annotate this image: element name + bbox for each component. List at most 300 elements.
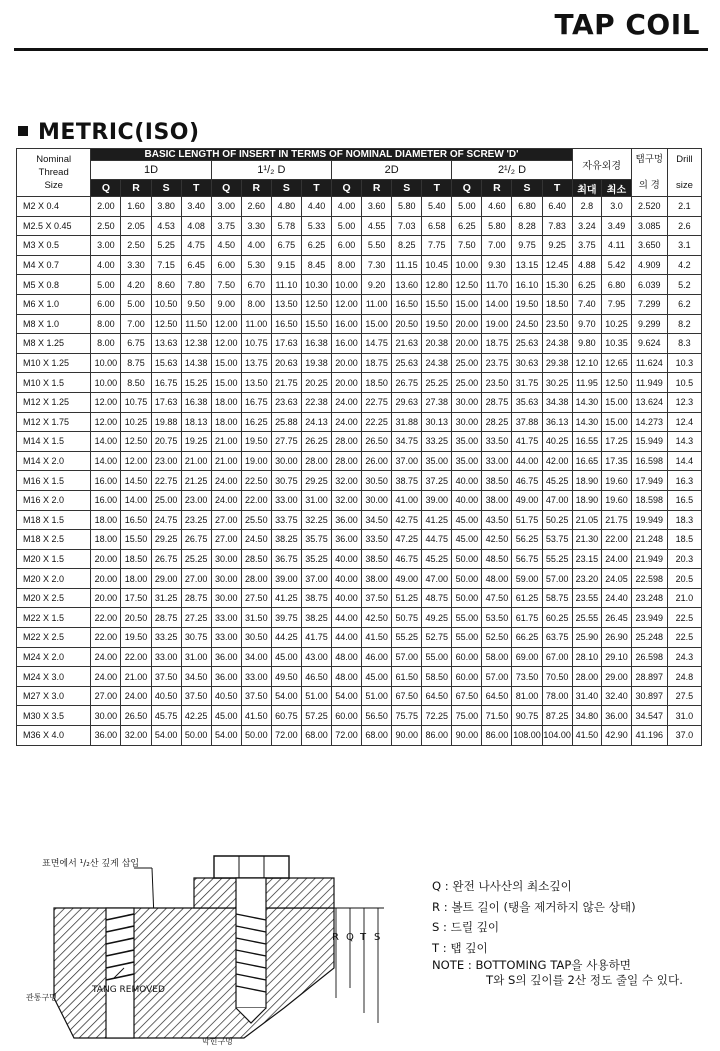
value-cell: 38.00 <box>482 490 512 510</box>
value-cell: 30.00 <box>362 490 392 510</box>
value-cell: 3.24 <box>572 216 602 236</box>
value-cell: 61.75 <box>512 608 542 628</box>
value-cell: 36.00 <box>332 510 362 530</box>
value-cell: 3.650 <box>631 236 667 256</box>
value-cell: 13.50 <box>241 373 271 393</box>
value-cell: 42.90 <box>602 726 632 746</box>
value-cell: 6.80 <box>512 197 542 217</box>
value-cell: 52.75 <box>422 628 452 648</box>
value-cell: 26.50 <box>121 706 151 726</box>
value-cell: 41.75 <box>512 432 542 452</box>
value-cell: 56.25 <box>512 530 542 550</box>
value-cell: 25.25 <box>422 373 452 393</box>
value-cell: 14.30 <box>572 392 602 412</box>
value-cell: 25.248 <box>631 628 667 648</box>
value-cell: 23.00 <box>151 451 181 471</box>
free-diameter-header: 자유외경 <box>572 149 631 180</box>
bolt-head <box>214 856 289 878</box>
value-cell: 30.897 <box>631 686 667 706</box>
value-cell: 38.75 <box>301 588 331 608</box>
value-cell: 30.75 <box>181 628 211 648</box>
value-cell: 41.75 <box>301 628 331 648</box>
drill-size-header: Drill size <box>667 149 701 197</box>
value-cell: 20.00 <box>91 588 121 608</box>
value-cell: 20.75 <box>151 432 181 452</box>
value-cell: 6.25 <box>572 275 602 295</box>
value-cell: 34.75 <box>392 432 422 452</box>
value-cell: 51.75 <box>512 510 542 530</box>
value-cell: 15.00 <box>602 392 632 412</box>
value-cell: 16.5 <box>667 490 701 510</box>
value-cell: 29.63 <box>392 392 422 412</box>
thread-size-cell: M27 X 3.0 <box>17 686 91 706</box>
value-cell: 54.00 <box>211 726 241 746</box>
value-cell: 3.40 <box>181 197 211 217</box>
value-cell: 28.897 <box>631 667 667 687</box>
value-cell: 6.45 <box>181 255 211 275</box>
value-cell: 23.248 <box>631 588 667 608</box>
dim-label-q: Q <box>346 932 354 943</box>
value-cell: 41.196 <box>631 726 667 746</box>
value-cell: 8.60 <box>151 275 181 295</box>
value-cell: 9.50 <box>181 294 211 314</box>
value-cell: 33.25 <box>422 432 452 452</box>
value-cell: 58.75 <box>542 588 572 608</box>
value-cell: 22.5 <box>667 628 701 648</box>
value-cell: 57.00 <box>392 647 422 667</box>
value-cell: 12.00 <box>91 392 121 412</box>
value-cell: 14.00 <box>91 451 121 471</box>
value-cell: 33.00 <box>151 647 181 667</box>
value-cell: 31.75 <box>512 373 542 393</box>
value-cell: 26.50 <box>362 432 392 452</box>
value-cell: 9.00 <box>211 294 241 314</box>
value-cell: 1.60 <box>121 197 151 217</box>
value-cell: 20.00 <box>332 373 362 393</box>
value-cell: 67.50 <box>452 686 482 706</box>
value-cell: 17.35 <box>602 451 632 471</box>
value-cell: 4.2 <box>667 255 701 275</box>
table-row <box>17 236 702 256</box>
value-cell: 28.00 <box>241 569 271 589</box>
table-row <box>17 569 702 589</box>
value-cell: 5.00 <box>121 294 151 314</box>
value-cell: 21.00 <box>211 451 241 471</box>
value-cell: 9.30 <box>482 255 512 275</box>
value-cell: 24.38 <box>542 334 572 354</box>
value-cell: 38.75 <box>392 471 422 491</box>
value-cell: 31.25 <box>151 588 181 608</box>
value-cell: 21.63 <box>392 334 422 354</box>
value-cell: 10.00 <box>91 373 121 393</box>
value-cell: 19.50 <box>121 628 151 648</box>
thread-size-cell: M22 X 2.5 <box>17 628 91 648</box>
value-cell: 5.00 <box>91 275 121 295</box>
value-cell: 5.30 <box>241 255 271 275</box>
value-cell: 20.00 <box>452 334 482 354</box>
thread-size-cell: M22 X 1.5 <box>17 608 91 628</box>
value-cell: 7.00 <box>482 236 512 256</box>
value-cell: 15.00 <box>211 373 241 393</box>
value-cell: 14.38 <box>181 353 211 373</box>
value-cell: 4.50 <box>211 236 241 256</box>
value-cell: 8.00 <box>91 314 121 334</box>
value-cell: 27.75 <box>271 432 301 452</box>
value-cell: 6.75 <box>271 236 301 256</box>
value-cell: 15.00 <box>211 353 241 373</box>
value-cell: 23.25 <box>181 510 211 530</box>
value-cell: 8.28 <box>512 216 542 236</box>
value-cell: 60.00 <box>452 667 482 687</box>
value-cell: 6.2 <box>667 294 701 314</box>
value-cell: 7.95 <box>602 294 632 314</box>
value-cell: 30.50 <box>362 471 392 491</box>
dim-label-r: R <box>332 932 339 943</box>
value-cell: 8.50 <box>121 373 151 393</box>
thread-size-cell: M24 X 2.0 <box>17 647 91 667</box>
thread-size-cell: M5 X 0.8 <box>17 275 91 295</box>
value-cell: 14.30 <box>572 412 602 432</box>
value-cell: 64.50 <box>422 686 452 706</box>
thread-size-cell: M18 X 1.5 <box>17 510 91 530</box>
value-cell: 12.10 <box>572 353 602 373</box>
value-cell: 37.88 <box>512 412 542 432</box>
value-cell: 20.00 <box>91 569 121 589</box>
value-cell: 67.50 <box>392 686 422 706</box>
value-cell: 34.50 <box>362 510 392 530</box>
value-cell: 40.00 <box>332 588 362 608</box>
value-cell: 14.4 <box>667 451 701 471</box>
value-cell: 5.00 <box>332 216 362 236</box>
value-cell: 24.00 <box>121 686 151 706</box>
value-cell: 4.88 <box>572 255 602 275</box>
value-cell: 22.75 <box>362 392 392 412</box>
table-row <box>17 294 702 314</box>
value-cell: 41.50 <box>572 726 602 746</box>
table-row <box>17 628 702 648</box>
value-cell: 44.00 <box>332 628 362 648</box>
value-cell: 7.30 <box>362 255 392 275</box>
value-cell: 31.40 <box>572 686 602 706</box>
value-cell: 37.50 <box>241 686 271 706</box>
value-cell: 16.00 <box>91 471 121 491</box>
value-cell: 90.75 <box>512 706 542 726</box>
value-cell: 28.75 <box>482 392 512 412</box>
value-cell: 53.75 <box>542 530 572 550</box>
tap-coil-installation-diagram <box>14 848 394 1048</box>
col-header-t: T <box>542 180 572 197</box>
value-cell: 20.3 <box>667 549 701 569</box>
value-cell: 11.949 <box>631 373 667 393</box>
thread-size-cell: M12 X 1.25 <box>17 392 91 412</box>
value-cell: 36.00 <box>91 726 121 746</box>
value-cell: 18.00 <box>91 510 121 530</box>
value-cell: 33.25 <box>151 628 181 648</box>
value-cell: 40.50 <box>211 686 241 706</box>
value-cell: 21.0 <box>667 588 701 608</box>
value-cell: 72.25 <box>422 706 452 726</box>
value-cell: 29.25 <box>301 471 331 491</box>
value-cell: 25.63 <box>512 334 542 354</box>
value-cell: 8.2 <box>667 314 701 334</box>
value-cell: 5.50 <box>362 236 392 256</box>
value-cell: 6.25 <box>301 236 331 256</box>
value-cell: 18.90 <box>572 471 602 491</box>
value-cell: 26.75 <box>151 549 181 569</box>
thread-size-cell: M8 X 1.25 <box>17 334 91 354</box>
value-cell: 25.90 <box>572 628 602 648</box>
group-header-1d: 1D <box>91 161 211 180</box>
value-cell: 55.00 <box>452 628 482 648</box>
value-cell: 28.10 <box>572 647 602 667</box>
value-cell: 12.00 <box>332 294 362 314</box>
value-cell: 3.75 <box>211 216 241 236</box>
col-header-s: S <box>392 180 422 197</box>
value-cell: 55.00 <box>452 608 482 628</box>
value-cell: 23.949 <box>631 608 667 628</box>
value-cell: 21.05 <box>572 510 602 530</box>
value-cell: 55.25 <box>542 549 572 569</box>
value-cell: 37.00 <box>392 451 422 471</box>
value-cell: 10.45 <box>422 255 452 275</box>
value-cell: 55.00 <box>422 647 452 667</box>
value-cell: 25.50 <box>241 510 271 530</box>
value-cell: 25.88 <box>271 412 301 432</box>
value-cell: 29.00 <box>151 569 181 589</box>
thread-size-cell: M20 X 2.0 <box>17 569 91 589</box>
group-header-2d: 2D <box>332 161 452 180</box>
legend-notes <box>432 876 683 988</box>
value-cell: 33.75 <box>271 510 301 530</box>
value-cell: 34.547 <box>631 706 667 726</box>
value-cell: 27.50 <box>241 588 271 608</box>
value-cell: 49.00 <box>512 490 542 510</box>
value-cell: 40.50 <box>151 686 181 706</box>
value-cell: 36.00 <box>211 667 241 687</box>
value-cell: 14.3 <box>667 432 701 452</box>
thread-size-cell: M18 X 2.5 <box>17 530 91 550</box>
value-cell: 33.00 <box>211 628 241 648</box>
value-cell: 32.40 <box>602 686 632 706</box>
value-cell: 16.598 <box>631 451 667 471</box>
value-cell: 12.00 <box>121 451 151 471</box>
table-row <box>17 373 702 393</box>
value-cell: 49.00 <box>392 569 422 589</box>
value-cell: 27.00 <box>211 530 241 550</box>
table-row <box>17 510 702 530</box>
value-cell: 22.598 <box>631 569 667 589</box>
value-cell: 32.25 <box>301 510 331 530</box>
col-header-t: T <box>301 180 331 197</box>
value-cell: 10.00 <box>91 353 121 373</box>
value-cell: 30.00 <box>211 588 241 608</box>
table-row <box>17 667 702 687</box>
value-cell: 16.38 <box>181 392 211 412</box>
value-cell: 2.60 <box>241 197 271 217</box>
col-header-q: Q <box>332 180 362 197</box>
value-cell: 40.00 <box>452 490 482 510</box>
value-cell: 45.00 <box>211 706 241 726</box>
value-cell: 12.50 <box>301 294 331 314</box>
value-cell: 16.55 <box>572 432 602 452</box>
value-cell: 33.00 <box>482 451 512 471</box>
value-cell: 48.75 <box>422 588 452 608</box>
value-cell: 72.00 <box>271 726 301 746</box>
value-cell: 7.00 <box>121 314 151 334</box>
through-hole-label: 관통구멍 <box>26 993 57 1002</box>
value-cell: 13.60 <box>392 275 422 295</box>
value-cell: 10.5 <box>667 373 701 393</box>
value-cell: 15.50 <box>121 530 151 550</box>
value-cell: 3.0 <box>602 197 632 217</box>
value-cell: 5.42 <box>602 255 632 275</box>
value-cell: 61.25 <box>512 588 542 608</box>
value-cell: 21.248 <box>631 530 667 550</box>
value-cell: 22.5 <box>667 608 701 628</box>
value-cell: 4.00 <box>241 236 271 256</box>
value-cell: 23.50 <box>482 373 512 393</box>
value-cell: 63.75 <box>542 628 572 648</box>
value-cell: 30.00 <box>271 451 301 471</box>
value-cell: 68.00 <box>362 726 392 746</box>
value-cell: 23.55 <box>572 588 602 608</box>
value-cell: 22.38 <box>301 392 331 412</box>
value-cell: 20.25 <box>301 373 331 393</box>
table-row <box>17 216 702 236</box>
value-cell: 23.75 <box>482 353 512 373</box>
value-cell: 36.00 <box>211 647 241 667</box>
table-row <box>17 530 702 550</box>
value-cell: 16.75 <box>241 392 271 412</box>
value-cell: 60.75 <box>271 706 301 726</box>
value-cell: 17.63 <box>151 392 181 412</box>
value-cell: 35.00 <box>422 451 452 471</box>
value-cell: 4.00 <box>332 197 362 217</box>
value-cell: 10.3 <box>667 353 701 373</box>
value-cell: 6.00 <box>332 236 362 256</box>
value-cell: 16.50 <box>271 314 301 334</box>
value-cell: 6.25 <box>452 216 482 236</box>
value-cell: 36.00 <box>332 530 362 550</box>
value-cell: 28.75 <box>151 608 181 628</box>
value-cell: 16.75 <box>151 373 181 393</box>
value-cell: 51.25 <box>392 588 422 608</box>
value-cell: 10.50 <box>151 294 181 314</box>
value-cell: 36.00 <box>602 706 632 726</box>
value-cell: 20.63 <box>271 353 301 373</box>
value-cell: 26.75 <box>392 373 422 393</box>
value-cell: 12.50 <box>452 275 482 295</box>
value-cell: 21.00 <box>181 451 211 471</box>
value-cell: 19.50 <box>512 294 542 314</box>
value-cell: 52.50 <box>482 628 512 648</box>
value-cell: 58.50 <box>422 667 452 687</box>
value-cell: 59.00 <box>512 569 542 589</box>
value-cell: 27.25 <box>181 608 211 628</box>
value-cell: 39.75 <box>271 608 301 628</box>
thread-size-cell: M14 X 2.0 <box>17 451 91 471</box>
thread-size-cell: M8 X 1.0 <box>17 314 91 334</box>
value-cell: 45.75 <box>151 706 181 726</box>
value-cell: 6.80 <box>602 275 632 295</box>
value-cell: 11.50 <box>181 314 211 334</box>
value-cell: 24.3 <box>667 647 701 667</box>
value-cell: 30.00 <box>452 392 482 412</box>
value-cell: 40.00 <box>452 471 482 491</box>
value-cell: 3.49 <box>602 216 632 236</box>
value-cell: 22.50 <box>241 471 271 491</box>
value-cell: 40.25 <box>542 432 572 452</box>
value-cell: 3.00 <box>211 197 241 217</box>
value-cell: 36.75 <box>271 549 301 569</box>
value-cell: 42.25 <box>181 706 211 726</box>
value-cell: 51.00 <box>301 686 331 706</box>
value-cell: 4.55 <box>362 216 392 236</box>
value-cell: 17.949 <box>631 471 667 491</box>
value-cell: 6.58 <box>422 216 452 236</box>
value-cell: 71.50 <box>482 706 512 726</box>
value-cell: 4.40 <box>301 197 331 217</box>
value-cell: 26.598 <box>631 647 667 667</box>
value-cell: 15.949 <box>631 432 667 452</box>
thread-size-cell: M10 X 1.25 <box>17 353 91 373</box>
value-cell: 12.4 <box>667 412 701 432</box>
value-cell: 14.00 <box>121 490 151 510</box>
thread-spec-table <box>16 148 702 746</box>
value-cell: 3.085 <box>631 216 667 236</box>
value-cell: 5.78 <box>271 216 301 236</box>
section-heading <box>18 120 200 145</box>
value-cell: 14.00 <box>482 294 512 314</box>
value-cell: 29.10 <box>602 647 632 667</box>
value-cell: 28.00 <box>332 432 362 452</box>
value-cell: 18.50 <box>121 549 151 569</box>
value-cell: 18.90 <box>572 490 602 510</box>
value-cell: 18.50 <box>542 294 572 314</box>
value-cell: 20.38 <box>422 334 452 354</box>
base-plate <box>54 908 334 1038</box>
value-cell: 14.273 <box>631 412 667 432</box>
value-cell: 29.25 <box>151 530 181 550</box>
table-row <box>17 432 702 452</box>
value-cell: 43.50 <box>482 510 512 530</box>
table-row <box>17 314 702 334</box>
value-cell: 13.75 <box>241 353 271 373</box>
value-cell: 12.38 <box>181 334 211 354</box>
value-cell: 90.00 <box>392 726 422 746</box>
value-cell: 16.00 <box>332 334 362 354</box>
value-cell: 50.00 <box>241 726 271 746</box>
value-cell: 19.25 <box>181 432 211 452</box>
value-cell: 24.00 <box>91 647 121 667</box>
note-s: S : 드릴 깊이 <box>432 920 500 934</box>
col-header-q: Q <box>452 180 482 197</box>
value-cell: 15.00 <box>362 314 392 334</box>
value-cell: 18.3 <box>667 510 701 530</box>
value-cell: 51.00 <box>362 686 392 706</box>
value-cell: 28.00 <box>301 451 331 471</box>
value-cell: 70.50 <box>542 667 572 687</box>
value-cell: 19.60 <box>602 490 632 510</box>
value-cell: 45.25 <box>422 549 452 569</box>
table-row <box>17 588 702 608</box>
value-cell: 54.00 <box>332 686 362 706</box>
value-cell: 12.50 <box>151 314 181 334</box>
value-cell: 6.75 <box>121 334 151 354</box>
value-cell: 57.00 <box>482 667 512 687</box>
value-cell: 23.00 <box>181 490 211 510</box>
value-cell: 15.25 <box>181 373 211 393</box>
